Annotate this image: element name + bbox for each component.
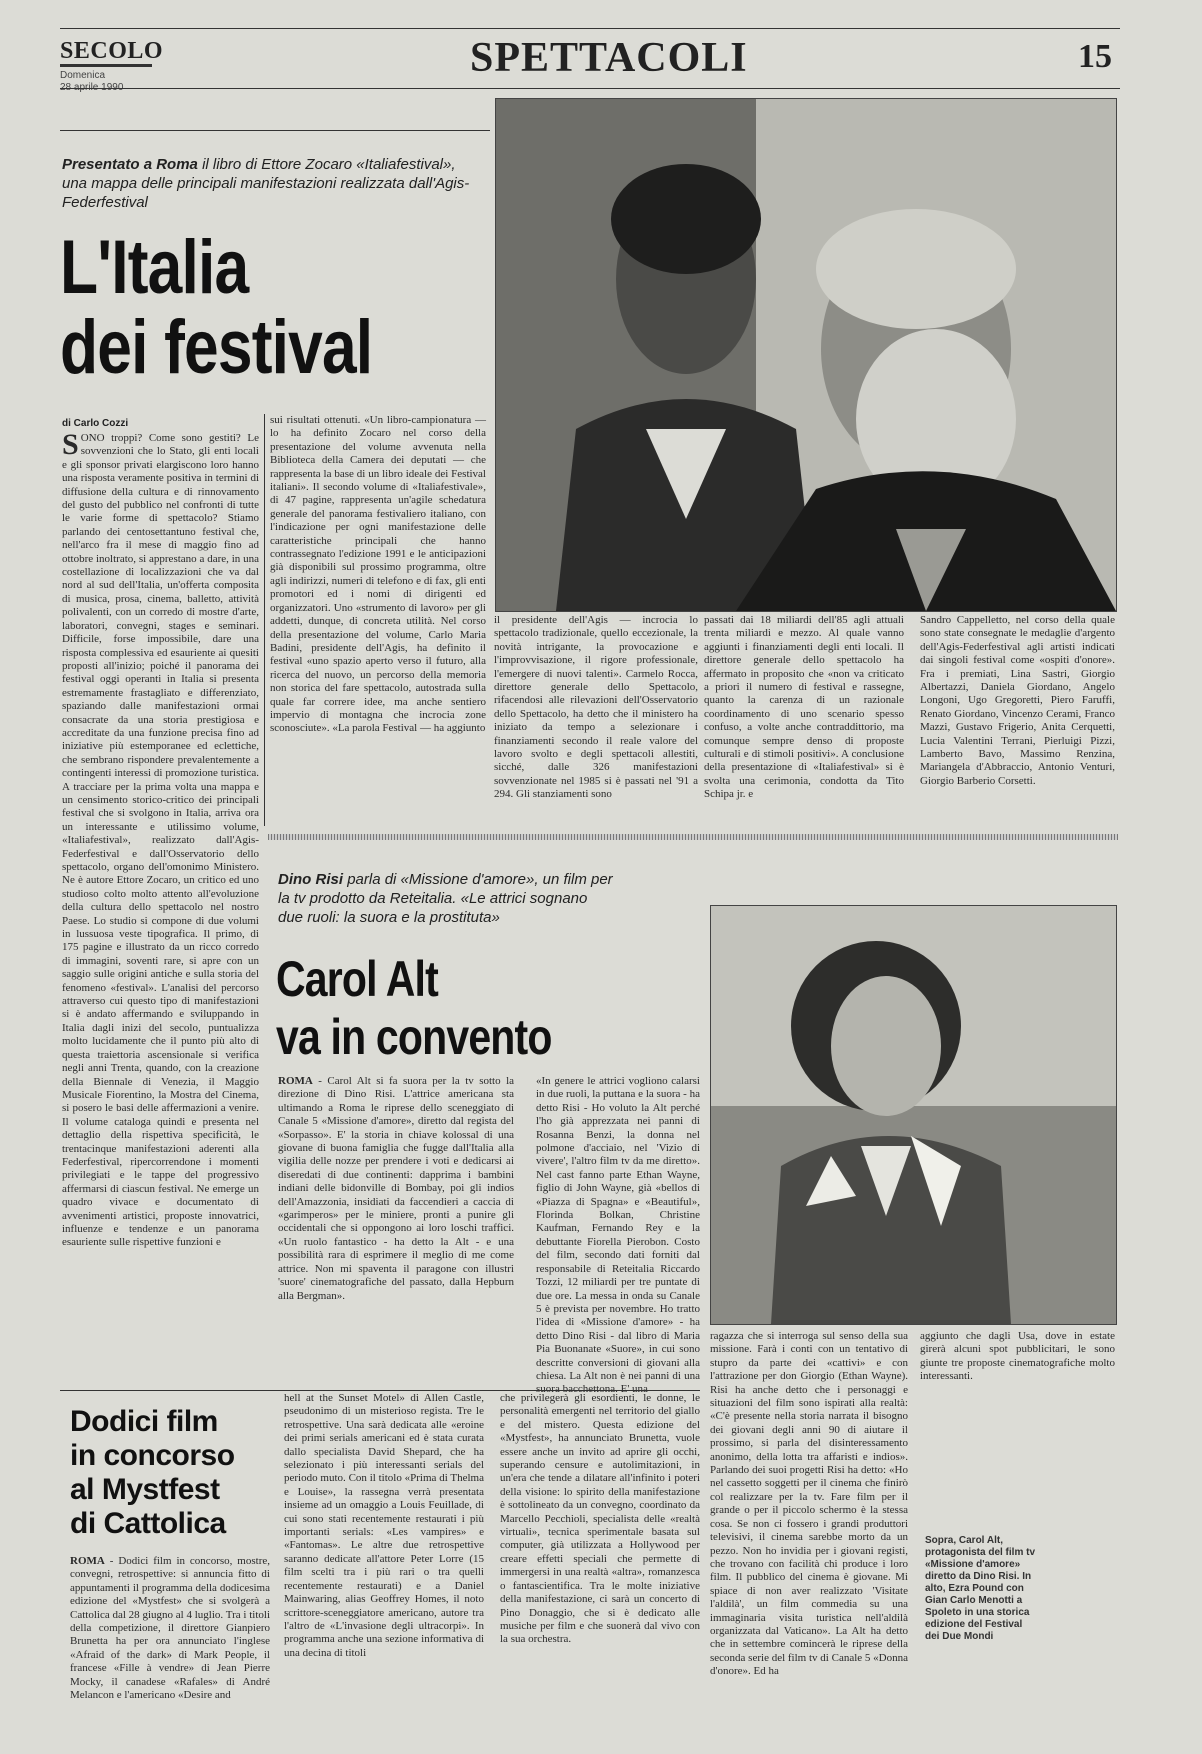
mystfest-headline-line3: al Mystfest	[70, 1473, 220, 1506]
newspaper-masthead: SECOLO	[60, 38, 164, 64]
mystfest-column-3-text: che privilegerà gli esordienti, le donne, le personalità emergenti nel territorio del giallo e del mistero. Questa edizione del «Mystfest», ha annunciato Brunetta, vuole essere anche un invito ad aprire gli occhi, superando censure e autolimitazioni, in un'era che tende a dilatare all'infinito i poteri della visione: lo spirito della manifestazione è sottolineato da un convegno, coordinato da Marcello Pecchioli, specialista delle «realtà virtuali», tecnica sperimentale basata sul computer, già utilizzata a Hollywood per creare effetti speciali che permette di immergersi in una realtà «altra», romanzesca o fantascientifica. Tra le molte iniziative della manifestazione, ci sarà un concerto di Pino Donaggio, che si è dedicato alle musiche per film e che suonerà dal vivo con la sua orchestra.	[500, 1392, 700, 1646]
carol-alt-kicker-rest: parla di «Missione d'amore», un film per la tv prodotto da Reteitalia. «Le attrici sognano due ruoli: la suora e la prostituta»	[278, 871, 613, 926]
page-number: 15	[1078, 38, 1112, 75]
carol-alt-column-3-text: ragazza che si interroga sul senso della sua missione. Farà i conti con un tentativo di stupro da parte dei «cattivi» e con l'attrazione per don Giorgio (Ethan Wayne). Risi ha anche detto che i personaggi e situazioni del film sono ispirati alla realtà: «C'è presente nella storia narrata il bisogno dei giovani degli anni 90 di aiutare il prossimo, si parla del disinteressamento anonimo, della lotta tra affaristi e indios». Parlando dei suoi progetti Risi ha detto: «Ho nel cassetto soggetti per il cinema che finirò col realizzare per la tv. Fare film per il grande o per il piccolo schermo è la stessa cosa. Se non ci fossero i grandi produttori televisivi, il cinema sarebbe morto da un pezzo. Non ho invidia per i giovani registi, che trovano con facilità chi produce i loro film. Il pubblico del cinema è giovane. Mi spiace di non aver realizzato 'Visitate l'aldilà', un film commedia su una immaginaria visita turistica nell'aldilà organizzata dal Vaticano». La Alt ha detto che in settembre comincerà le riprese della seconda serie del film tv di Canale 5 «Donna d'onore». Ed ha	[710, 1330, 908, 1678]
festival-column-5-text: Sandro Cappelletto, nel corso della quale sono state consegnate le medaglie d'argento dell'Agis-Federfestival agli artisti indicati dai singoli festival come «ospiti d'onore». Fra i premiati, Lina Sastri, Giorgio Albertazzi, Daniela Giordano, Angelo Longoni, Ugo Gregoretti, Piero Faruffi, Renato Giordano, Vincenzo Cerami, Franco Mazzi, Gustavo Frigerio, Anita Cerquetti, Lucia Valentini Terrani, Pierluigi Pizzi, Lamberto Bavo, Massimo Renzina, Mariangela d'Abbraccio, Antonio Venturi, Giorgio Barberio Corsetti.	[920, 614, 1115, 787]
mystfest-column-2-text: hell at the Sunset Motel» di Allen Castle, pseudonimo di un misterioso regista. Tre le retrospettive. Una sarà dedicata alle «eroine dei primi serials americani ed è stata curata dallo specialista David Shepard, che ha selezionato i più interessanti serials del periodo muto. Con il titolo «Prima di Thelma e Louise», la rassegna verrà presentata insieme ad un omaggio a Louis Feuillade, di cui sono stati recentemente restaurati i più importanti serials: «Les vampires» e «Fantomas». Le altre due retrospettive saranno dedicate all'attore Peter Lorre (15 film scelti tra i più rari o tra quelli recentemente restaurati) e a Daniel Mainwaring, alias Geoffrey Homes, il noto scrittore-sceneggiatore americano, autore tra l'altro de «L'invasione degli ultracorpi». In programma anche una sezione informativa di una decina di titoli	[284, 1392, 484, 1659]
mystfest-column-3	[500, 1392, 700, 1715]
carol-alt-column-3	[710, 1330, 908, 1715]
photo-carol-alt-drawing	[711, 906, 1116, 1324]
mystfest-headline-line4: di Cattolica	[70, 1507, 226, 1540]
header-rule	[60, 88, 1120, 89]
festival-column-5	[920, 614, 1115, 826]
top-rule	[60, 28, 1120, 29]
mystfest-headline	[70, 1405, 270, 1541]
mystfest-dateline: ROMA	[70, 1555, 105, 1567]
mystfest-column-1	[70, 1555, 270, 1720]
carol-alt-column-4-text: aggiunto che dagli Usa, dove in estate girerà alcuni spot pubblicitari, le sono giunte tre proposte cinematografiche molto interessanti.	[920, 1330, 1115, 1383]
festival-headline-line2: dei festival	[60, 305, 373, 390]
carol-alt-headline	[276, 950, 620, 1066]
carol-alt-column-4	[920, 1330, 1115, 1390]
festival-column-4	[704, 614, 904, 826]
article-festival-top-rule	[60, 130, 490, 131]
photo-caption: Sopra, Carol Alt, protagonista del film tv «Missione d'amore» diretto da Dino Risi. In alto, Ezra Pound con Gian Carlo Menotti a Spoleto in una storica edizione del Festival dei Due Mondi	[925, 1535, 1036, 1642]
festival-byline: di Carlo Cozzi	[62, 418, 129, 429]
issue-day: Domenica	[60, 70, 106, 81]
festival-kicker-lead: Presentato a Roma	[62, 156, 198, 173]
section-title: SPETTACOLI	[470, 35, 748, 81]
photo-pound-menotti	[495, 98, 1117, 612]
issue-date	[60, 70, 123, 94]
carol-alt-column-2-text: «In genere le attrici vogliono calarsi in due ruoli, la puttana e la suora - ha detto Risi - Ho voluto la Alt perché l'ho già apprezzata nei panni di Rosanna Benzi, la donna nel polmone d'acciaio, nel 'Vizio di vivere', l'altro film tv da me diretto». Nel cast fanno parte Ethan Wayne, figlio di John Wayne, già «bellos di «Piazza di Spagna» e «Beautiful», Florinda Bolkan, Christine Kaufman, Fernando Rey e la debuttante Fiorella Pierobon. Costo del film, secondo dati forniti dal responsabile di Reteitalia Riccardo Tozzi, 12 miliardi per tre puntate di due ore. La messa in onda su Canale 5 è prevista per novembre. Ho tratto l'idea di «Missione d'amore» - ha detto Dino Risi - dal libro di Maria Pia Buonanate «Suore», in cui sono descritte conversioni di giovani alla chiesa. La Alt non è nei panni di una	[536, 1075, 700, 1382]
carol-alt-dateline: ROMA	[278, 1075, 313, 1087]
carol-alt-column-2	[536, 1075, 700, 1382]
carol-alt-headline-line1: Carol Alt	[276, 951, 438, 1007]
carol-alt-kicker	[278, 870, 613, 927]
mystfest-headline-line2: in concorso	[70, 1439, 235, 1472]
photo-carol-alt	[710, 905, 1117, 1325]
carol-alt-column-1	[278, 1075, 514, 1375]
festival-kicker-rest: il libro di Ettore Zocaro «Italiafestival», una mappa delle principali manifestazioni realizzata dall'Agis-Federfestival	[62, 156, 470, 211]
photo-pound-menotti-drawing	[496, 99, 1116, 611]
carol-alt-headline-line2: va in convento	[276, 1009, 552, 1065]
mystfest-top-rule	[60, 1390, 700, 1391]
festival-column-divider	[264, 414, 265, 826]
article-separator-stripe	[268, 834, 1118, 840]
festival-column-2-text: sui risultati ottenuti. «Un libro-campionatura — lo ha definito Zocaro nel corso della presentazione del volume avvenuta nella Biblioteca della Camera dei deputati — che rappresenta la base di un libro ideale dei Festival italiani». Il secondo volume di «Italiafestivale», di 47 pagine, rappresenta un'agile schedatura generale del panorama festivaliero italiano, con l'indicazione per ogni manifestazione delle caratteristiche principali che hanno contrassegnato l'edizione 1991 e le anticipazioni già disponibili sul prossimo programma, oltre agli indirizzi, numeri di telefono e di fax, gli enti promotori ed i nomi di dirigenti ed organizzatori. Uno «strumento di lavoro» per gli addetti, dunque, di concreta utilità. Nel corso della presentazione del volume, Carlo Maria Badini, presidente dell'Agis, ha definito il festival «uno spazio aperto verso il futuro, alla ricerca del nuovo, un percorso della memoria non storica del fare spettacolo, autostrada sulla quale far correre idee, ma anche sentiero impervio di montagna che incrocia zone sconosciute». «La parola Festival — ha aggiunto	[270, 414, 486, 735]
carol-alt-kicker-lead: Dino Risi	[278, 871, 344, 888]
mystfest-column-2	[284, 1392, 484, 1715]
mystfest-headline-line1: Dodici film	[70, 1405, 218, 1438]
festival-column-4-text: passati dai 18 miliardi dell'85 agli attuali trenta miliardi e mezzo. Al quale vanno aggiunti i finanziamenti degli enti locali. Il direttore generale dello spettacolo ha affermato in proposito che «non va criticato a priori il numero di festival e rassegne, quanto la carenza di un razionale coordinamento di uno scenario spesso confuso, a volte anche contraddittorio, ma comunque sempre denso di proposte culturali e di stimoli positivi». A conclusione della presentazione di «Italiafestival» si è svolta una cerimonia, condotta da Tito Schipa jr. e	[704, 614, 904, 801]
festival-column-3	[494, 614, 698, 826]
festival-headline	[60, 225, 404, 390]
festival-kicker	[62, 155, 482, 212]
festival-column-1-text: ONO troppi? Come sono gestiti? Le sovvenzioni che lo Stato, gli enti locali e gli sponsor privati elargiscono loro hanno una risposta veramente positiva in termini di diffusione della cultura e di rinnovamento del gusto del pubblico nel confronti di tutte le varie forme di spettacolo? Stiamo parlando dei centosettantuno festival che, nell'arco fra il mese di maggio fino ad ottobre inoltrato, si apprestano a dare, in una costellazione di localizzazioni che va dal nord al sud dell'Italia, un'offerta composita di musica, prosa, cinema, balletto, attività polivalenti, con un corredo di mostre d'arte, laboratori, convegni, stages e seminari. Difficile, forse impossibile, dare una risposta complessiva ed esauriente ai quesiti proposti all'inizio; poiché il panorama dei festival oggi operanti in Italia si presenta estremamente frastagliato e differenziato, spaziando dalle manifestazioni ormai consacrate da una storia prestigiosa e accreditate da una funzione precisa fino ad iniziative più estemporanee ed eclettiche, che sembrano rispondere prevalentemente a contingenti interessi di promozione turistica. A tracciare per la prima volta una mappa e un censimento storico-critico dei principali festival che si svolgono in Italia, arriva ora un interessante e utilissimo volume, «Italiafestival», realizzato dall'Agis-Federfestival e dall'Osservatorio dello spettacolo, organo dell'omonimo Ministero. Ne è autore Ettore Zocaro, un critico ed uno studioso colto molto attento all'evoluzione della cultura dello spettacolo nel nostro Paese. Lo studio si compone di due volumi in lussuosa veste tipografica. Il primo, di 175 pagine e illustrato da un ricco corredo di immagini, soventi rare, si apre con un saggio sulle origini antiche e sulla storia del fenomeno «festival». L'analisi del percorso attraverso cui questo tipo di manifestazioni si è andato affermando e sviluppando in Italia dagli inizi del secolo, puntualizza molto lucidamente che il punto più alto di questa traiettoria ascensionale si verifica negli anni Trenta, quando, con la creazione della Biennale di Venezia, il Maggio Musicale Fiorentino, la Mostra del Cinema, si posero le basi delle affermazioni a venire. Il volume cataloga quindi e presenta nel dettaglio della rispettiva specificità, le trentacinque manifestazioni aderenti alla Federfestival, ripercorrendone i momenti privilegiati e le tappe del progressivo affermarsi di ciascun festival. Ne emerge un quadro vivace e documentato di avvenimenti artistici, proposte innovatrici, influenze e tendenze e un panorama esauriente sulle rispettive funzioni e	[62, 432, 259, 1249]
festival-column-3-text: il presidente dell'Agis — incrocia lo spettacolo tradizionale, quello eccezionale, la novità intrigante, la provocazione e l'improvvisazione, il rigore professionale, l'emergere di nuovi talenti». Carmelo Rocca, direttore generale dello Spettacolo, rifacendosi alle rilevazioni dell'Osservatorio dello Spettacolo, ha detto che il ministero ha iniziato da tempo a selezionare i finanziamenti secondo il reale valore del lavoro svolto e degli spettacoli allestiti, sicché, dalle 326 manifestazioni sovvenzionate nel 1985 si è passati nel '91 a 294. Gli stanziamenti sono	[494, 614, 698, 801]
masthead-underline	[60, 64, 152, 67]
festival-dropcap: S	[62, 428, 79, 461]
festival-column-1	[62, 428, 259, 1382]
carol-alt-column-1-text: - Carol Alt si fa suora per la tv sotto la direzione di Dino Risi. L'attrice americana sta ultimando a Roma le riprese dello sceneggiato di Canale 5 «Missione d'amore», diretto dal regista del «Sorpasso». E' la storia in chiave kolossal di una giovane di buona famiglia che fugge dall'Italia alla vigilia delle nozze per prendere i voti e dedicarsi ai diseredati di due continenti: dapprima i bambini indiani delle bidonville di Bombay, poi gli indios dell'Amazzonia, insidiati da faccendieri a caccia di «garimperos» per le miniere, pronti a punire gli occidentali che si oppongono ai loro loschi traffici. «Un ruolo fantastico - ha detto la Alt - e una possibilità rara di esprimere il meglio di me come attrice. Non mi spaventa il paragone con illustri 'suore' cinematografiche del passato, dalla Hepburn alla Bergman».	[278, 1075, 515, 1302]
festival-headline-line1: L'Italia	[60, 225, 249, 310]
festival-column-2	[270, 414, 486, 826]
mystfest-column-1-text: - Dodici film in concorso, mostre, convegni, retrospettive: si annuncia fitto di appuntamenti il programma della dodicesima edizione del «Mystfest» che si svolgerà a Cattolica dal 28 giugno al 4 luglio. Tra i titoli della competizione, il direttore Gianpiero Brunetta ha per ora annunciato l'inglese «Afraid of the dark» di Mark People, il francese «Fille à vendre» di Jean Pierre Mocky, il canadese «Rafales» di André Melancon e l'americano «Desire and	[70, 1555, 270, 1702]
